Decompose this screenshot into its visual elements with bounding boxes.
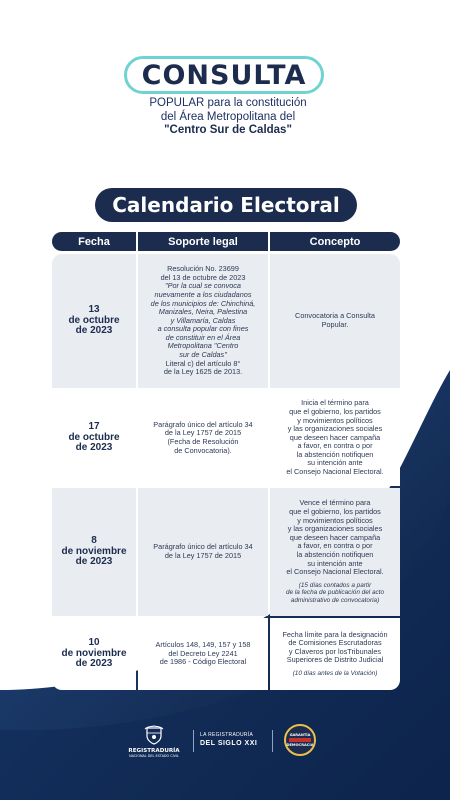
date-day: 8 xyxy=(91,535,97,547)
soporte-italic-line: nuevamente a los ciudadanos xyxy=(154,289,252,299)
soporte-line: de 1986 - Código Electoral xyxy=(159,657,247,667)
siglo-xxi-logo xyxy=(200,732,268,756)
footer-divider xyxy=(272,730,273,752)
siglo-bottom-text: DEL SIGLO XXI xyxy=(200,740,258,747)
calendar-title: Calendario Electoral xyxy=(112,193,340,217)
soporte-line: de la Ley 1625 de 2013. xyxy=(163,367,243,377)
soporte-line: Literal c) del artículo 8° xyxy=(165,358,241,368)
concepto-cell xyxy=(270,618,400,690)
date-month: de octubre xyxy=(68,314,120,326)
concepto-line: Vence el término para xyxy=(299,498,371,508)
calendar-title-banner xyxy=(95,188,357,222)
consulta-title-badge xyxy=(124,56,324,94)
consulta-title: CONSULTA xyxy=(141,59,307,91)
soporte-line: del Decreto Ley 2241 xyxy=(168,648,238,658)
soporte-cell xyxy=(138,618,268,690)
concepto-line: y Claveros por losTribunales xyxy=(288,646,382,656)
soporte-italic-line: de los municipios de: Chinchiná, xyxy=(150,298,256,308)
column-header-soporte: Soporte legal xyxy=(138,232,268,251)
soporte-italic-line: de constituir en el Área xyxy=(165,332,241,342)
footer-logos xyxy=(0,720,450,770)
date-year: de 2023 xyxy=(75,658,113,670)
soporte-line: Resolución No. 23699 xyxy=(167,264,239,274)
concepto-cell xyxy=(270,254,400,388)
soporte-italic-line: sur de Caldas" xyxy=(179,350,227,360)
soporte-italic-line: Metropolitana "Centro xyxy=(167,341,239,351)
soporte-italic-line: Manizales, Neira, Palestina xyxy=(158,307,248,317)
date-year: de 2023 xyxy=(75,442,113,454)
soporte-cell xyxy=(138,254,268,388)
date-month: de octubre xyxy=(68,431,120,443)
date-day: 13 xyxy=(88,304,100,316)
concepto-line: y movimientos políticos xyxy=(297,515,373,525)
concepto-cell xyxy=(270,390,400,486)
soporte-italic-line: "Por la cual se convoca xyxy=(164,281,241,291)
date-month: de noviembre xyxy=(61,647,127,659)
fecha-cell xyxy=(52,254,136,388)
concepto-line: Superiores de Distrito Judicial xyxy=(286,655,384,665)
concepto-note-line: (10 días antes de la Votación) xyxy=(292,669,378,677)
concepto-line: de Comisiones Escrutadoras xyxy=(288,638,382,648)
soporte-italic-line: a consulta popular con fines xyxy=(157,324,249,334)
concepto-line: su intención ante xyxy=(307,458,363,468)
soporte-cell xyxy=(138,390,268,486)
concepto-line: el Consejo Nacional Electoral. xyxy=(286,567,384,577)
column-header-concepto: Concepto xyxy=(270,232,400,251)
concepto-line: la abstención notifiquen xyxy=(296,550,374,559)
soporte-line: de Convocatoria). xyxy=(174,445,232,455)
concepto-line: su intención ante xyxy=(307,558,363,568)
garantia-bottom-text: DEMOCRACIA xyxy=(286,743,314,747)
date-day: 17 xyxy=(88,421,100,433)
table-row xyxy=(52,390,400,486)
subtitle xyxy=(138,97,318,138)
concepto-cell xyxy=(270,488,400,616)
date-month: de noviembre xyxy=(61,545,127,557)
soporte-line: de la Ley 1757 de 2015 xyxy=(164,551,242,560)
concepto-note-line: de la fecha de publicación del acto xyxy=(285,589,385,597)
coat-of-arms-icon xyxy=(143,724,165,746)
soporte-line: Artículos 148, 149, 157 y 158 xyxy=(155,640,251,650)
soporte-line: (Fecha de Resolución xyxy=(167,437,239,446)
concepto-line: Popular. xyxy=(321,320,349,329)
table-row xyxy=(52,618,400,690)
date-day: 10 xyxy=(88,637,100,649)
concepto-line: y movimientos políticos xyxy=(297,415,373,425)
soporte-cell xyxy=(138,488,268,616)
concepto-line: que el gobierno, los partidos xyxy=(289,507,381,517)
concepto-line: a favor, en contra o por xyxy=(297,441,373,451)
siglo-top-text: LA REGISTRADURÍA xyxy=(200,732,254,738)
concepto-line: Inicia el término para xyxy=(301,398,369,408)
concepto-line: la abstención notifiquen xyxy=(296,449,374,459)
soporte-line: Parágrafo único del artículo 34 xyxy=(153,542,253,552)
subtitle-bold-line: "Centro Sur de Caldas" xyxy=(164,124,292,136)
fecha-cell xyxy=(52,488,136,616)
soporte-line: de la Ley 1757 de 2015 xyxy=(164,428,242,438)
concepto-line: y las organizaciones sociales xyxy=(287,524,383,534)
subtitle-line: POPULAR para la constitución xyxy=(149,97,307,109)
garantia-seal-icon xyxy=(284,724,316,756)
table-row xyxy=(52,488,400,616)
date-year: de 2023 xyxy=(75,325,113,337)
garantia-bar xyxy=(289,738,311,742)
concepto-line: el Consejo Nacional Electoral. xyxy=(286,467,384,477)
footer-divider xyxy=(193,730,194,752)
registraduria-logo xyxy=(122,724,186,762)
concepto-line: a favor, en contra o por xyxy=(297,541,373,551)
concepto-line: que deseen hacer campaña xyxy=(289,532,381,542)
concepto-line: Fecha límite para la designación xyxy=(282,629,388,639)
soporte-italic-line: y Villamaría, Caldas xyxy=(170,315,236,325)
table-row xyxy=(52,254,400,388)
fecha-cell xyxy=(52,390,136,486)
concepto-line: y las organizaciones sociales xyxy=(287,424,383,434)
concepto-line: Convocatoria a Consulta xyxy=(295,311,375,321)
subtitle-line: del Área Metropolitana del xyxy=(160,110,296,123)
date-year: de 2023 xyxy=(75,556,113,568)
registraduria-name: REGISTRADURÍA xyxy=(128,748,180,754)
registraduria-subtitle: NACIONAL DEL ESTADO CIVIL xyxy=(129,754,179,758)
column-header-fecha: Fecha xyxy=(52,232,136,251)
concepto-note-line: administrativo de convocatoria) xyxy=(290,596,380,604)
concepto-line: que el gobierno, los partidos xyxy=(289,406,381,416)
concepto-line: que deseen hacer campaña xyxy=(289,432,381,442)
garantia-top-text: GARANTÍA xyxy=(289,733,311,737)
concepto-note-line: (15 días contados a partir xyxy=(298,581,372,589)
soporte-line: del 13 de octubre de 2023 xyxy=(160,272,246,282)
fecha-cell xyxy=(52,618,136,690)
soporte-line: Parágrafo único del artículo 34 xyxy=(153,419,253,429)
